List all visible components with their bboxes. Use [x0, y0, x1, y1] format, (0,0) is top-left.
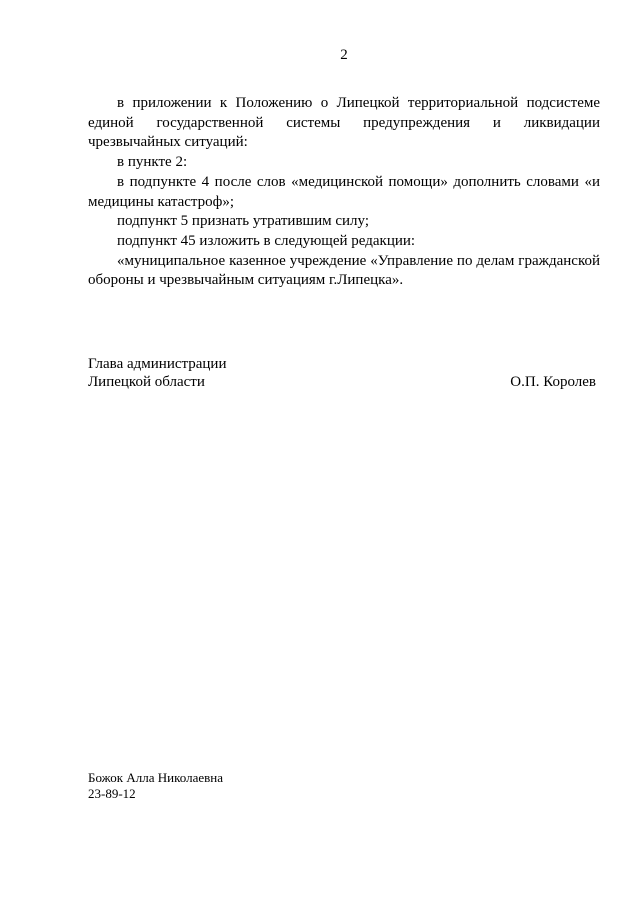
paragraph-subpoint-45: подпункт 45 изложить в следующей редакции:: [117, 232, 416, 249]
document-body: [88, 94, 600, 291]
signature-block: [88, 355, 600, 391]
signatory-title-line2: Липецкой области: [88, 374, 205, 390]
paragraph-subpoint-5: подпункт 5 признать утратившим силу;: [117, 213, 369, 230]
signatory-name: О.П. Королев: [510, 374, 596, 390]
signatory-title-line1: Глава администрации: [88, 356, 227, 372]
paragraph-point-2: в пункте 2:: [117, 154, 188, 171]
executor-name: Божок Алла Николаевна: [88, 770, 223, 785]
executor-info: [88, 770, 388, 802]
paragraph-appendix: в приложении к Положению о Липецкой территориальной подсистеме единой государственной системы предупреждения и ликвидации чрезвычайных ситуаций:: [88, 95, 600, 151]
paragraph-subpoint-4: в подпункте 4 после слов «медицинской помощи» дополнить словами «и медицины катастроф»;: [88, 173, 600, 210]
executor-phone: 23-89-12: [88, 786, 136, 801]
page-number: 2: [340, 47, 348, 63]
signature-line: [88, 373, 600, 391]
paragraph-new-wording: «муниципальное казенное учреждение «Управление по делам гражданской обороны и чрезвычайным ситуациям г.Липецка».: [88, 252, 600, 289]
